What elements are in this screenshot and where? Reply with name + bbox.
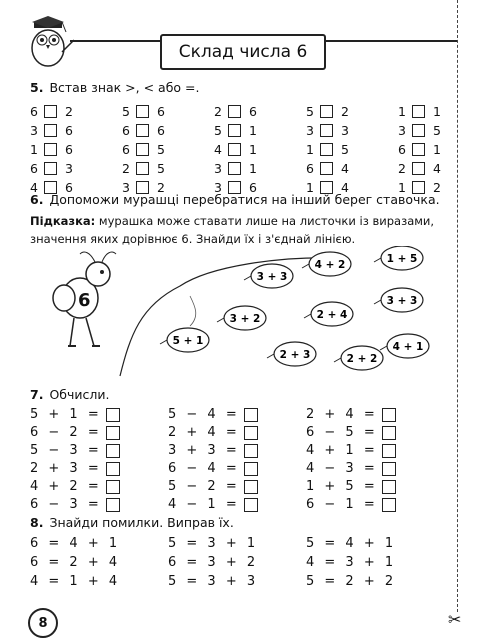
right-number: 4 <box>341 161 349 176</box>
equation-item: 5 = 4 + 1 <box>306 536 394 551</box>
calc-expression: 6 − 1 = <box>306 497 376 512</box>
equation-item: 6 = 4 + 1 <box>30 536 118 551</box>
leaf-item[interactable] <box>267 342 316 366</box>
answer-box[interactable] <box>136 143 149 156</box>
leaf-expression: 1 + 5 <box>386 253 418 265</box>
right-number: 3 <box>341 123 349 138</box>
calc-item <box>306 425 444 440</box>
right-number: 6 <box>157 104 165 119</box>
right-number: 6 <box>65 142 73 157</box>
pond-scene <box>40 246 450 381</box>
right-number: 1 <box>249 123 257 138</box>
comparison-item <box>214 104 306 119</box>
equation-item: 6 = 2 + 4 <box>30 555 118 570</box>
leaf-item[interactable] <box>380 334 429 358</box>
answer-box[interactable] <box>106 444 120 458</box>
comparison-item <box>306 123 398 138</box>
equation-item: 4 = 3 + 1 <box>306 555 394 570</box>
calc-item <box>168 497 306 512</box>
calc-expression: 6 − 4 = <box>168 461 238 476</box>
answer-box[interactable] <box>382 498 396 512</box>
answer-box[interactable] <box>244 444 258 458</box>
task7-grid <box>30 407 444 512</box>
comparison-item <box>214 161 306 176</box>
left-number: 3 <box>214 161 222 176</box>
calc-item <box>168 479 306 494</box>
comparison-item <box>214 123 306 138</box>
calc-item <box>30 407 168 422</box>
ant-label: 6 <box>78 290 91 311</box>
calc-item <box>168 443 306 458</box>
answer-box[interactable] <box>320 143 333 156</box>
right-number: 6 <box>249 104 257 119</box>
answer-box[interactable] <box>228 105 241 118</box>
right-number: 4 <box>341 180 349 195</box>
task7-heading <box>30 387 109 402</box>
answer-box[interactable] <box>228 124 241 137</box>
left-number: 6 <box>398 142 406 157</box>
answer-box[interactable] <box>244 462 258 476</box>
task5-heading <box>30 80 200 95</box>
leaf-expression: 3 + 2 <box>229 313 261 325</box>
left-number: 6 <box>306 161 314 176</box>
right-number: 6 <box>65 180 73 195</box>
leaf-item[interactable] <box>374 246 423 270</box>
right-number: 5 <box>341 142 349 157</box>
answer-box[interactable] <box>44 105 57 118</box>
equation-item: 5 = 2 + 2 <box>306 574 394 589</box>
answer-box[interactable] <box>382 462 396 476</box>
left-number: 5 <box>214 123 222 138</box>
answer-box[interactable] <box>228 143 241 156</box>
answer-box[interactable] <box>382 480 396 494</box>
leaf-expression: 2 + 2 <box>346 353 378 365</box>
comparison-item <box>30 123 122 138</box>
header-line-right <box>322 40 457 42</box>
task5-number: 5. <box>30 80 44 95</box>
calc-item <box>306 461 444 476</box>
answer-box[interactable] <box>44 143 57 156</box>
task6-instruction: Допоможи мурашці перебратися на інший берег ставочка. <box>49 192 440 207</box>
calc-item <box>168 407 306 422</box>
calc-item <box>168 425 306 440</box>
left-number: 2 <box>214 104 222 119</box>
calc-item <box>306 497 444 512</box>
left-number: 2 <box>398 161 406 176</box>
calc-expression: 2 + 4 = <box>168 425 238 440</box>
right-number: 5 <box>157 142 165 157</box>
answer-box[interactable] <box>106 480 120 494</box>
comparison-item <box>30 104 122 119</box>
comparison-item <box>122 142 214 157</box>
right-number: 2 <box>433 180 441 195</box>
equation-item: 6 = 3 + 2 <box>168 555 256 570</box>
leaf-expression: 2 + 3 <box>279 349 311 361</box>
equation-item: 4 = 1 + 4 <box>30 574 118 589</box>
comparison-item <box>306 161 398 176</box>
calc-expression: 2 + 4 = <box>306 407 376 422</box>
answer-box[interactable] <box>412 162 425 175</box>
answer-box[interactable] <box>106 462 120 476</box>
comparison-item <box>398 123 480 138</box>
scissors-icon: ✂ <box>448 610 462 629</box>
comparison-item <box>398 104 480 119</box>
answer-box[interactable] <box>412 124 425 137</box>
leaf-expression: 5 + 1 <box>172 335 204 347</box>
left-number: 5 <box>122 104 130 119</box>
answer-box[interactable] <box>382 426 396 440</box>
leaf-item[interactable] <box>217 306 266 330</box>
left-number: 2 <box>122 161 130 176</box>
answer-box[interactable] <box>106 408 120 422</box>
left-number: 1 <box>30 142 38 157</box>
left-number: 3 <box>398 123 406 138</box>
comparison-item <box>398 161 480 176</box>
leaf-item[interactable] <box>304 302 353 326</box>
leaf-expression: 4 + 1 <box>392 341 424 353</box>
calc-expression: 5 − 2 = <box>168 479 238 494</box>
calc-item <box>30 461 168 476</box>
answer-box[interactable] <box>228 162 241 175</box>
right-number: 1 <box>433 104 441 119</box>
task6-number: 6. <box>30 192 44 207</box>
task5-grid <box>30 104 480 195</box>
comparison-item <box>398 142 480 157</box>
calc-item <box>306 443 444 458</box>
answer-box[interactable] <box>106 426 120 440</box>
comparison-item <box>122 104 214 119</box>
left-number: 1 <box>306 142 314 157</box>
hint-text: мурашка може ставати лише на листочки із виразами, значення яких дорівнює 6. Знайди їх і з'єднай лінією. <box>30 214 435 246</box>
task8-instruction: Знайди помилки. Виправ їх. <box>49 515 234 530</box>
page-title: Склад числа 6 <box>160 34 326 70</box>
left-number: 3 <box>214 180 222 195</box>
calc-item <box>306 479 444 494</box>
task5-instruction: Встав знак >, < або =. <box>49 80 200 95</box>
right-number: 2 <box>65 104 73 119</box>
left-number: 4 <box>30 180 38 195</box>
equation-item: 5 = 3 + 1 <box>168 536 256 551</box>
calc-expression: 6 − 2 = <box>30 425 100 440</box>
right-number: 2 <box>157 180 165 195</box>
calc-expression: 1 + 5 = <box>306 479 376 494</box>
left-number: 1 <box>398 104 406 119</box>
left-number: 1 <box>398 180 406 195</box>
right-number: 4 <box>433 161 441 176</box>
calc-expression: 3 + 3 = <box>168 443 238 458</box>
comparison-item <box>30 161 122 176</box>
right-number: 1 <box>433 142 441 157</box>
answer-box[interactable] <box>320 162 333 175</box>
comparison-item <box>30 142 122 157</box>
leaf-expression: 3 + 3 <box>386 295 418 307</box>
left-number: 4 <box>214 142 222 157</box>
answer-box[interactable] <box>244 480 258 494</box>
calc-item <box>168 461 306 476</box>
task6-hint <box>30 212 442 248</box>
task7-instruction: Обчисли. <box>49 387 110 402</box>
answer-box[interactable] <box>412 143 425 156</box>
right-number: 2 <box>341 104 349 119</box>
page-number: 8 <box>28 608 58 638</box>
left-number: 6 <box>30 104 38 119</box>
leaf-item[interactable] <box>302 252 351 276</box>
calc-expression: 4 − 3 = <box>306 461 376 476</box>
right-number: 6 <box>157 123 165 138</box>
answer-box[interactable] <box>382 444 396 458</box>
right-number: 5 <box>433 123 441 138</box>
header-line-left <box>70 40 160 42</box>
left-number: 5 <box>306 104 314 119</box>
leaf-expression: 3 + 3 <box>256 271 288 283</box>
comparison-item <box>214 142 306 157</box>
task7-number: 7. <box>30 387 44 402</box>
left-number: 6 <box>122 123 130 138</box>
answer-box[interactable] <box>320 124 333 137</box>
calc-expression: 5 − 3 = <box>30 443 100 458</box>
answer-box[interactable] <box>106 498 120 512</box>
right-number: 1 <box>249 161 257 176</box>
answer-box[interactable] <box>44 162 57 175</box>
right-number: 1 <box>249 142 257 157</box>
calc-item <box>30 443 168 458</box>
answer-box[interactable] <box>136 124 149 137</box>
right-number: 5 <box>157 161 165 176</box>
left-number: 6 <box>122 142 130 157</box>
answer-box[interactable] <box>244 408 258 422</box>
comparison-item <box>122 123 214 138</box>
left-number: 3 <box>306 123 314 138</box>
answer-box[interactable] <box>412 105 425 118</box>
comparison-item <box>122 161 214 176</box>
hint-label: Підказка: <box>30 214 96 228</box>
calc-expression: 6 − 3 = <box>30 497 100 512</box>
task6-heading <box>30 192 440 207</box>
task8-heading <box>30 515 234 530</box>
leaf-item[interactable] <box>160 328 209 352</box>
right-number: 6 <box>65 123 73 138</box>
leaf-item[interactable] <box>374 288 423 312</box>
calc-expression: 5 − 4 = <box>168 407 238 422</box>
answer-box[interactable] <box>136 105 149 118</box>
left-number: 3 <box>30 123 38 138</box>
left-number: 1 <box>306 180 314 195</box>
answer-box[interactable] <box>244 426 258 440</box>
answer-box[interactable] <box>382 408 396 422</box>
answer-box[interactable] <box>244 498 258 512</box>
leaf-expression: 2 + 4 <box>316 309 348 321</box>
calc-expression: 4 − 1 = <box>168 497 238 512</box>
task8-grid <box>30 536 444 590</box>
left-number: 6 <box>30 161 38 176</box>
calc-item <box>30 425 168 440</box>
leaf-expression: 4 + 2 <box>314 259 346 271</box>
answer-box[interactable] <box>136 162 149 175</box>
calc-item <box>30 479 168 494</box>
comparison-item <box>306 104 398 119</box>
calc-expression: 5 + 1 = <box>30 407 100 422</box>
cut-line <box>457 0 458 612</box>
task8-number: 8. <box>30 515 44 530</box>
left-number: 3 <box>122 180 130 195</box>
calc-item <box>30 497 168 512</box>
right-number: 3 <box>65 161 73 176</box>
leaf-item[interactable] <box>244 264 293 288</box>
calc-expression: 2 + 3 = <box>30 461 100 476</box>
calc-expression: 6 − 5 = <box>306 425 376 440</box>
answer-box[interactable] <box>320 105 333 118</box>
comparison-item <box>306 142 398 157</box>
calc-expression: 4 + 2 = <box>30 479 100 494</box>
calc-expression: 4 + 1 = <box>306 443 376 458</box>
calc-item <box>306 407 444 422</box>
equation-item: 5 = 3 + 3 <box>168 574 256 589</box>
right-number: 6 <box>249 180 257 195</box>
leaf-item[interactable] <box>334 346 383 370</box>
answer-box[interactable] <box>44 124 57 137</box>
